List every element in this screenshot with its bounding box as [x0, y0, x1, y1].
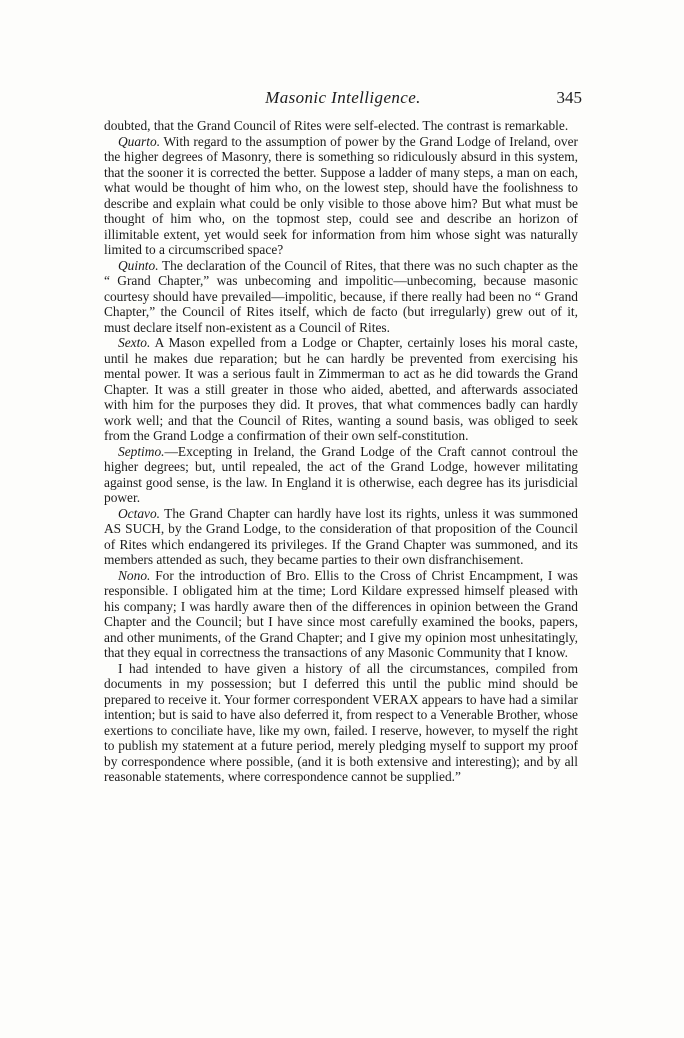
paragraph-nono — [104, 568, 578, 661]
paragraph-text: For the introduction of Bro. Ellis to the Cross of Christ Encampment, I was responsible. I obligated him at the time; Lord Kildare expressed himself pleased with his company; I was hardly aware then of the differences in opinion between the Grand Chapter and the Council; but I have since most carefully examined the books, papers, and other muniments, of the Grand Chapter; and I give my opinion most unhesitatingly, that they equal in correctness the transactions of any Masonic Community that I know. — [104, 567, 578, 660]
paragraph-text: With regard to the assumption of power by the Grand Lodge of Ireland, over the higher degrees of Masonry, there is something so ridiculously absurd in this system, that the sooner it is corrected the better. Suppose a ladder of many steps, a man on each, what would be thought of him who, on the lowest step, should have the foolishness to describe and explain what could be only visible to those above him? But what must be thought of him who, on the topmost step, could see and describe an horizon of illimitable extent, yet would seek for information from him whose sight was naturally limited to a circumscribed space? — [104, 133, 578, 257]
paragraph-sexto — [104, 335, 578, 444]
page-number: 345 — [556, 88, 582, 107]
paragraph-text: doubted, that the Grand Council of Rites were self-elected. The contrast is remarkable. — [104, 118, 569, 133]
paragraph-text: A Mason expelled from a Lodge or Chapter, certainly loses his moral caste, until he makes due reparation; but he can hardly be prevented from exercising his mental power. It was a serious fault in Zimmerman to act as he did towards the Grand Chapter. It was a still greater in those who aided, abetted, and afterwards associated with him for the purposes they did. It proves, that what commences badly can hardly work well; and that the Council of Rites, wanting a sound basis, was obliged to seek from the Grand Lodge a confirmation of their own self-constitution. — [104, 335, 578, 443]
paragraph-lead: Quarto. — [118, 133, 161, 149]
paragraph-quinto — [104, 258, 578, 336]
body-text — [104, 118, 578, 785]
paragraph-closing — [104, 661, 578, 785]
paragraph-lead: Quinto. — [118, 257, 159, 273]
paragraph-lead: Nono. — [118, 567, 151, 583]
paragraph-lead: Sexto. — [118, 335, 151, 350]
paragraph-septimo — [104, 444, 578, 506]
paragraph-text: I had intended to have given a history of all the circumstances, compiled from documents in my possession; but I deferred this until the public mind should be prepared to receive it. Your former correspondent VERAX appears to have had a similar intention; but is said to have also deferred it, from respect to a Venerable Brother, whose exertions to conciliate have, like my own, failed. I reserve, however, to myself the right to publish my statement at a future period, merely pledging myself to support my proof by correspondence where possible, (and it is both extensive and interesting); and by all reasonable statements, where correspondence cannot be supplied.” — [104, 660, 578, 784]
paragraph-text: The Grand Chapter can hardly have lost its rights, unless it was summoned AS SUCH, by the Grand Lodge, to the consideration of that proposition of the Council of Rites which endangered its privileges. If the Grand Chapter was summoned, and its members attended as such, they became parties to their own disfranchisement. — [104, 505, 578, 567]
paragraph-quarto — [104, 134, 578, 258]
paragraph-text: —Excepting in Ireland, the Grand Lodge of the Craft cannot controul the higher degrees; but, until repealed, the act of the Grand Lodge, however militating against good sense, is the law. In England it is otherwise, each degree has its jurisdicial power. — [104, 443, 578, 505]
paragraph-octavo — [104, 506, 578, 568]
paragraph-text: The declaration of the Council of Rites, that there was no such chapter as the “ Grand Chapter,” was unbecoming and impolitic—unbecoming, because masonic courtesy should have prevailed—impolitic, because, if there really had been no “ Grand Chapter,” the Council of Rites itself, which de facto (but irregularly) grew out of it, must declare itself non-existent as a Council of Rites. — [104, 257, 578, 335]
running-head — [104, 88, 582, 112]
paragraph-lead: Octavo. — [118, 505, 161, 521]
paragraph-lead: Septimo. — [118, 443, 165, 459]
paragraph-continued — [104, 118, 578, 134]
running-title: Masonic Intelligence. — [265, 88, 421, 107]
